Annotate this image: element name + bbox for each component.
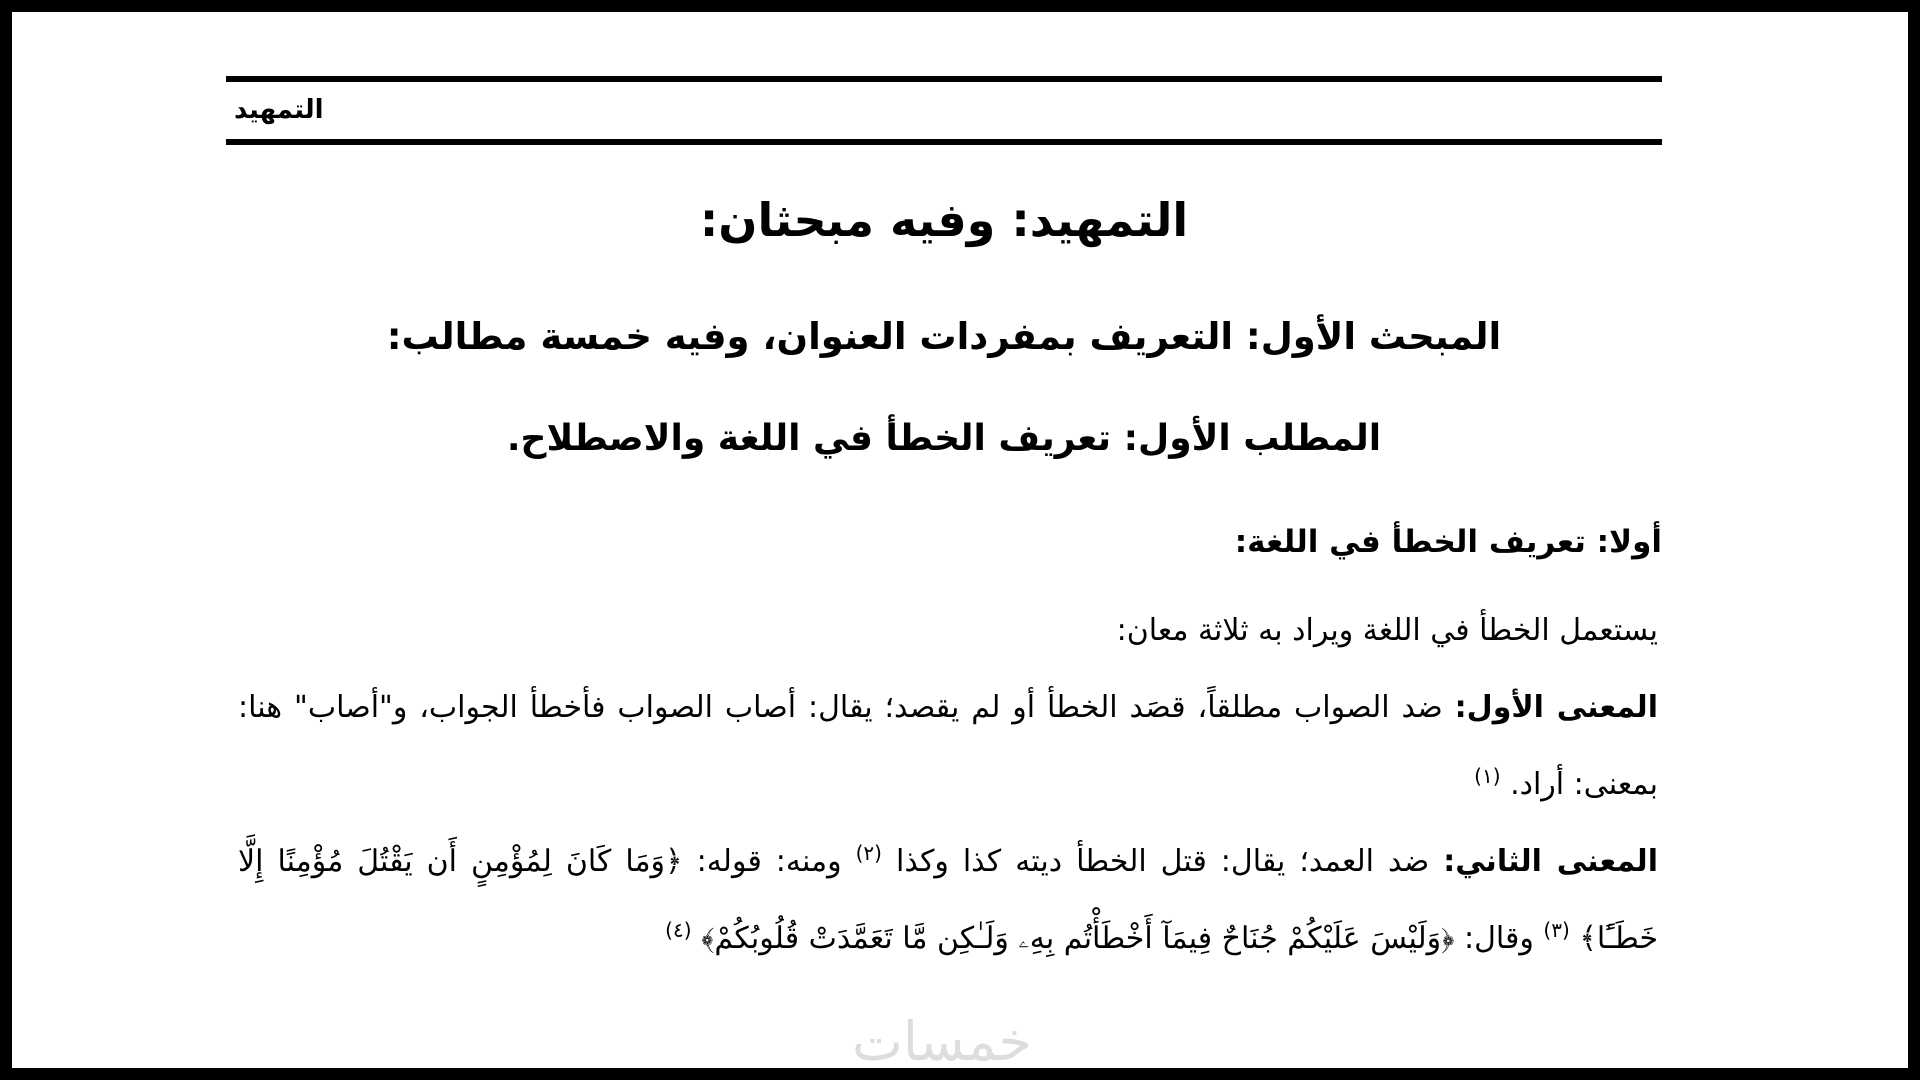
section-title: أولا: تعريف الخطأ في اللغة:: [1234, 524, 1662, 560]
first-meaning-paragraph: [238, 669, 1658, 823]
running-head: التمهيد: [234, 95, 324, 125]
footnote-ref-3: (٣): [1543, 918, 1570, 942]
body-text: [238, 592, 1658, 977]
quran-verse-2: ﴿وَلَيْسَ عَلَيْكُمْ جُنَاحٌ فِيمَآ أَخْطَأْتُم بِهِۦ وَلَـٰكِن مَّا تَعَمَّدَتْ قُلُوبُكُمْ﴾: [701, 921, 1455, 956]
watermark-logo: خمسات: [852, 1010, 1033, 1068]
footnote-ref-4: (٤): [665, 918, 692, 942]
second-meaning-text-c: وقال:: [1454, 921, 1544, 956]
second-meaning-text-a: ضد العمد؛ يقال: قتل الخطأ ديته كذا وكذا: [881, 844, 1444, 879]
quran-verse-1: ﴿وَمَا كَانَ لِمُؤْمِنٍ أَن يَقْتُلَ مُؤْمِنًا إِلَّا خَطَـًٔا﴾: [238, 844, 1658, 956]
sub-heading-2: المطلب الأول: تعريف الخطأ في اللغة والاصطلاح.: [506, 418, 1382, 459]
main-heading: التمهيد: وفيه مبحثان:: [699, 193, 1189, 247]
second-meaning-label: المعنى الثاني:: [1443, 844, 1658, 879]
footnote-ref-2: (٢): [855, 841, 882, 865]
header-bottom-rule: [226, 139, 1662, 145]
first-meaning-text: ضد الصواب مطلقاً، قصَد الخطأ أو لم يقصد؛ يقال: أصاب الصواب فأخطأ الجواب، و"أصاب" هنا: بمعنى: أراد.: [238, 690, 1658, 802]
sub-heading-1: المبحث الأول: التعريف بمفردات العنوان، وفيه خمسة مطالب:: [386, 315, 1502, 358]
intro-paragraph: يستعمل الخطأ في اللغة ويراد به ثلاثة معان:: [1116, 613, 1658, 648]
header-top-rule: [226, 76, 1662, 82]
footnote-ref-1: (١): [1474, 764, 1501, 788]
document-page: [12, 12, 1908, 1068]
second-meaning-text-b: ومنه: قوله:: [682, 844, 856, 879]
second-meaning-paragraph: [238, 823, 1658, 977]
first-meaning-label: المعنى الأول:: [1454, 690, 1658, 725]
